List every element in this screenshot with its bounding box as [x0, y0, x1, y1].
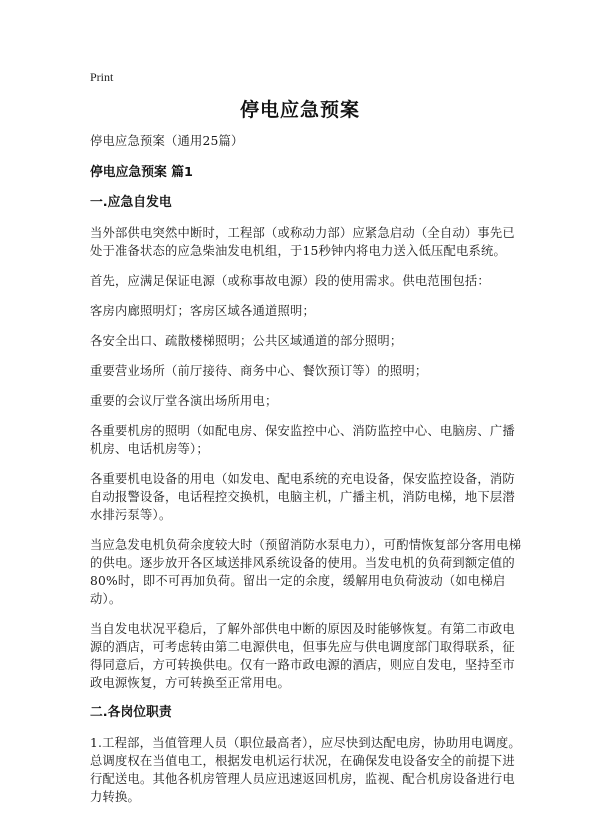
- paragraph: 重要的会议厅堂各演出场所用电；: [90, 394, 278, 408]
- paragraph: 各重要机房的照明（如配电房、保安监控中心、消防监控中心、电脑房、广播机房、电话机房等）；: [90, 424, 515, 456]
- section-title: 停电应急预案 篇1: [90, 165, 193, 180]
- paragraph: 首先，应满足保证电源（或称事故电源）段的使用需求。供电范围包括：: [90, 274, 490, 288]
- document-subtitle: 停电应急预案（通用25篇）: [90, 134, 244, 148]
- heading-post-duties: 二.各岗位职责: [90, 705, 172, 720]
- paragraph: 当应急发电机负荷余度较大时（预留消防水泵电力），可酌情恢复部分客用电梯的供电。逐步放开各区域送排风系统设备的使用。当发电机的负荷到额定值的80%时，即不可再加负荷。留出一定的余度，缓解用电负荷波动（如电梯启动）。: [90, 538, 522, 606]
- paragraph: 重要营业场所（前厅接待、商务中心、餐饮预订等）的照明；: [90, 364, 428, 378]
- print-label: Print: [90, 70, 114, 84]
- document-body: [90, 132, 522, 818]
- document-title: 停电应急预案: [239, 99, 360, 121]
- paragraph: 各重要机电设备的用电（如发电、配电系统的充电设备，保安监控设备，消防自动报警设备，电话程控交换机，电脑主机，广播主机，消防电梯，地下层潜水排污泵等）。: [90, 472, 515, 522]
- paragraph: 客房内廊照明灯；客房区域各通道照明；: [90, 304, 315, 318]
- paragraph: 当外部供电突然中断时，工程部（或称动力部）应紧急启动（全自动）事先已处于准备状态的应急柴油发电机组，于15秒钟内将电力送入低压配电系统。: [90, 226, 515, 258]
- heading-emergency-power: 一.应急自发电: [90, 195, 172, 210]
- paragraph: 当自发电状况平稳后，了解外部供电中断的原因及时能够恢复。有第二市政电源的酒店，可考虑转由第二电源供电，但事先应与供电调度部门取得联系，征得同意后，方可转换供电。仅有一路市政电源的酒店，则应自发电，坚持至市政电源恢复，方可转换至正常用电。: [90, 622, 515, 690]
- paragraph: 各安全出口、疏散楼梯照明；公共区域通道的部分照明；: [90, 334, 403, 348]
- paragraph: 1.工程部，当值管理人员（职位最高者），应尽快到达配电房，协助用电调度。总调度权在当值电工，根据发电机运行状况，在确保发电设备安全的前提下进行配送电。其他各机房管理人员应迅速返回机房，监视、配合机房设备进行电力转换。: [90, 736, 521, 804]
